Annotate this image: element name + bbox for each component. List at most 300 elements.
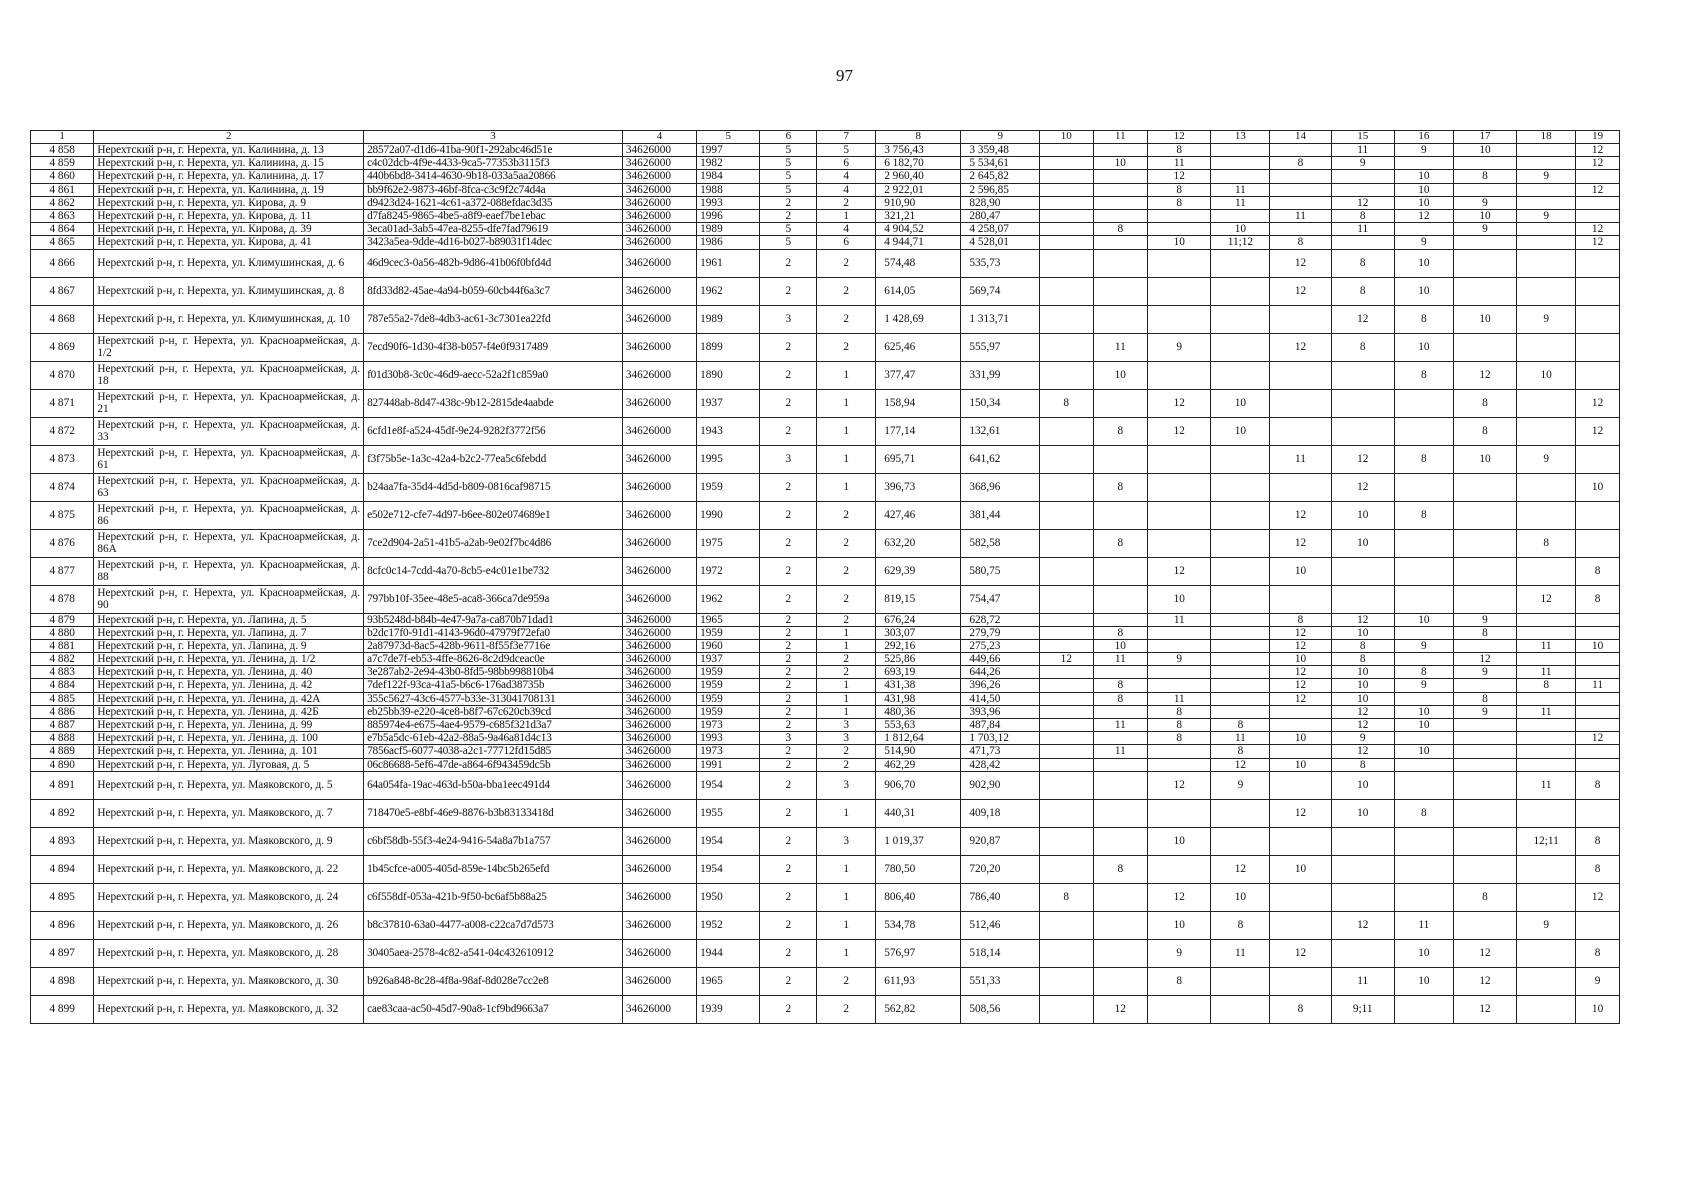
table-row bbox=[31, 501, 1620, 529]
table-cell-col-13 bbox=[1211, 157, 1270, 170]
table-cell-col-9: 331,99 bbox=[961, 361, 1040, 389]
table-cell-col-9: 580,75 bbox=[961, 557, 1040, 585]
table-cell-col-5: 1955 bbox=[697, 799, 760, 827]
table-cell-col-5: 1890 bbox=[697, 361, 760, 389]
table-cell-col-12 bbox=[1148, 995, 1211, 1023]
table-cell-col-8: 427,46 bbox=[876, 501, 961, 529]
table-cell-col-5: 1943 bbox=[697, 417, 760, 445]
table-cell-col-11 bbox=[1093, 771, 1148, 799]
table-cell-col-2: Нерехтский р-н, г. Нерехта, ул. Ленина, д. 99 bbox=[94, 719, 364, 732]
table-cell-col-15: 10 bbox=[1331, 771, 1394, 799]
table-cell-col-13 bbox=[1211, 501, 1270, 529]
table-cell-col-10 bbox=[1040, 417, 1094, 445]
table-cell-col-5: 1952 bbox=[697, 911, 760, 939]
table-cell-col-3: e7b5a5dc-61eb-42a2-88a5-9a46a81d4c13 bbox=[364, 732, 623, 745]
table-cell-col-8: 525,86 bbox=[876, 653, 961, 666]
table-cell-col-1: 4 858 bbox=[31, 144, 94, 157]
table-cell-col-6: 2 bbox=[760, 653, 817, 666]
table-cell-col-19: 8 bbox=[1576, 827, 1620, 855]
table-cell-col-13: 11 bbox=[1211, 939, 1270, 967]
table-cell-col-3: bb9f62e2-9873-46bf-8fca-c3c9f2c74d4a bbox=[364, 183, 623, 196]
table-cell-col-1: 4 879 bbox=[31, 613, 94, 626]
table-cell-col-2: Нерехтский р-н, г. Нерехта, ул. Красноармейская, д. 21 bbox=[94, 389, 364, 417]
table-cell-col-14 bbox=[1270, 183, 1331, 196]
table-cell-col-1: 4 873 bbox=[31, 445, 94, 473]
table-cell-col-19 bbox=[1576, 911, 1620, 939]
table-cell-col-1: 4 865 bbox=[31, 236, 94, 249]
table-cell-col-11 bbox=[1093, 236, 1148, 249]
table-cell-col-7: 1 bbox=[817, 361, 876, 389]
table-cell-col-8: 396,73 bbox=[876, 473, 961, 501]
table-cell-col-2: Нерехтский р-н, г. Нерехта, ул. Красноармейская, д. 90 bbox=[94, 585, 364, 613]
table-cell-col-13 bbox=[1211, 639, 1270, 652]
table-cell-col-6: 2 bbox=[760, 827, 817, 855]
table-cell-col-3: 7def122f-93ca-41a5-b6c6-176ad38735b bbox=[364, 679, 623, 692]
column-header-12: 12 bbox=[1148, 131, 1211, 144]
table-cell-col-14: 10 bbox=[1270, 557, 1331, 585]
table-cell-col-15: 10 bbox=[1331, 501, 1394, 529]
table-cell-col-14 bbox=[1270, 223, 1331, 236]
table-cell-col-18 bbox=[1517, 196, 1576, 209]
table-cell-col-3: b8c37810-63a0-4477-a008-c22ca7d7d573 bbox=[364, 911, 623, 939]
table-cell-col-10 bbox=[1040, 157, 1094, 170]
table-cell-col-5: 1937 bbox=[697, 389, 760, 417]
table-cell-col-11 bbox=[1093, 799, 1148, 827]
table-cell-col-18: 9 bbox=[1517, 170, 1576, 183]
table-cell-col-16: 10 bbox=[1394, 719, 1453, 732]
table-cell-col-2: Нерехтский р-н, г. Нерехта, ул. Калинина, д. 15 bbox=[94, 157, 364, 170]
table-cell-col-15: 12 bbox=[1331, 196, 1394, 209]
table-cell-col-7: 2 bbox=[817, 501, 876, 529]
table-cell-col-19: 8 bbox=[1576, 939, 1620, 967]
table-cell-col-1: 4 876 bbox=[31, 529, 94, 557]
table-cell-col-17 bbox=[1453, 236, 1516, 249]
table-cell-col-14: 12 bbox=[1270, 333, 1331, 361]
table-cell-col-3: cae83caa-ac50-45d7-90a8-1cf9bd9663a7 bbox=[364, 995, 623, 1023]
column-header-15: 15 bbox=[1331, 131, 1394, 144]
table-cell-col-9: 275,23 bbox=[961, 639, 1040, 652]
table-cell-col-12 bbox=[1148, 209, 1211, 222]
table-cell-col-12: 8 bbox=[1148, 705, 1211, 718]
table-cell-col-9: 1 703,12 bbox=[961, 732, 1040, 745]
table-cell-col-13 bbox=[1211, 209, 1270, 222]
table-cell-col-4: 34626000 bbox=[622, 557, 696, 585]
table-cell-col-16: 8 bbox=[1394, 799, 1453, 827]
table-cell-col-19 bbox=[1576, 445, 1620, 473]
table-cell-col-3: 06c86688-5ef6-47de-a864-6f943459dc5b bbox=[364, 758, 623, 771]
table-cell-col-19 bbox=[1576, 666, 1620, 679]
table-cell-col-2: Нерехтский р-н, г. Нерехта, ул. Кирова, д. 39 bbox=[94, 223, 364, 236]
table-cell-col-9: 508,56 bbox=[961, 995, 1040, 1023]
table-cell-col-1: 4 862 bbox=[31, 196, 94, 209]
table-cell-col-13: 10 bbox=[1211, 883, 1270, 911]
table-cell-col-4: 34626000 bbox=[622, 967, 696, 995]
table-cell-col-17 bbox=[1453, 557, 1516, 585]
table-cell-col-2: Нерехтский р-н, г. Нерехта, ул. Красноармейская, д. 86А bbox=[94, 529, 364, 557]
table-cell-col-12: 8 bbox=[1148, 144, 1211, 157]
table-cell-col-7: 2 bbox=[817, 333, 876, 361]
table-cell-col-11 bbox=[1093, 209, 1148, 222]
table-cell-col-19 bbox=[1576, 799, 1620, 827]
table-cell-col-6: 5 bbox=[760, 170, 817, 183]
table-cell-col-11: 8 bbox=[1093, 223, 1148, 236]
table-cell-col-10 bbox=[1040, 277, 1094, 305]
table-cell-col-12 bbox=[1148, 626, 1211, 639]
table-cell-col-16 bbox=[1394, 473, 1453, 501]
table-cell-col-4: 34626000 bbox=[622, 939, 696, 967]
table-cell-col-9: 518,14 bbox=[961, 939, 1040, 967]
table-cell-col-18 bbox=[1517, 389, 1576, 417]
table-cell-col-6: 2 bbox=[760, 196, 817, 209]
table-cell-col-11 bbox=[1093, 249, 1148, 277]
table-cell-col-11 bbox=[1093, 305, 1148, 333]
table-cell-col-9: 428,42 bbox=[961, 758, 1040, 771]
table-cell-col-9: 409,18 bbox=[961, 799, 1040, 827]
table-cell-col-5: 1993 bbox=[697, 196, 760, 209]
table-cell-col-11: 10 bbox=[1093, 639, 1148, 652]
table-cell-col-7: 2 bbox=[817, 666, 876, 679]
table-cell-col-12 bbox=[1148, 473, 1211, 501]
table-cell-col-11: 8 bbox=[1093, 473, 1148, 501]
table-row bbox=[31, 626, 1620, 639]
table-cell-col-10 bbox=[1040, 855, 1094, 883]
table-cell-col-13 bbox=[1211, 626, 1270, 639]
table-cell-col-1: 4 890 bbox=[31, 758, 94, 771]
table-cell-col-14: 8 bbox=[1270, 995, 1331, 1023]
table-cell-col-2: Нерехтский р-н, г. Нерехта, ул. Лапина, д. 9 bbox=[94, 639, 364, 652]
table-cell-col-16: 10 bbox=[1394, 196, 1453, 209]
table-cell-col-2: Нерехтский р-н, г. Нерехта, ул. Красноармейская, д. 88 bbox=[94, 557, 364, 585]
table-cell-col-7: 2 bbox=[817, 529, 876, 557]
table-cell-col-19 bbox=[1576, 170, 1620, 183]
column-header-4: 4 bbox=[622, 131, 696, 144]
table-cell-col-8: 3 756,43 bbox=[876, 144, 961, 157]
table-cell-col-4: 34626000 bbox=[622, 196, 696, 209]
table-cell-col-11: 8 bbox=[1093, 417, 1148, 445]
table-cell-col-4: 34626000 bbox=[622, 333, 696, 361]
table-cell-col-13: 8 bbox=[1211, 911, 1270, 939]
table-cell-col-6: 2 bbox=[760, 557, 817, 585]
table-cell-col-5: 1944 bbox=[697, 939, 760, 967]
table-cell-col-2: Нерехтский р-н, г. Нерехта, ул. Маяковского, д. 22 bbox=[94, 855, 364, 883]
table-cell-col-3: 440b6bd8-3414-4630-9b18-033a5aa20866 bbox=[364, 170, 623, 183]
table-cell-col-4: 34626000 bbox=[622, 771, 696, 799]
table-cell-col-3: b2dc17f0-91d1-4143-96d0-47979f72efa0 bbox=[364, 626, 623, 639]
table-cell-col-9: 4 528,01 bbox=[961, 236, 1040, 249]
table-cell-col-7: 2 bbox=[817, 653, 876, 666]
table-cell-col-19: 12 bbox=[1576, 157, 1620, 170]
table-cell-col-4: 34626000 bbox=[622, 277, 696, 305]
table-cell-col-17: 8 bbox=[1453, 389, 1516, 417]
table-cell-col-4: 34626000 bbox=[622, 732, 696, 745]
table-cell-col-12 bbox=[1148, 745, 1211, 758]
table-cell-col-10 bbox=[1040, 501, 1094, 529]
table-cell-col-16: 9 bbox=[1394, 236, 1453, 249]
table-cell-col-8: 158,94 bbox=[876, 389, 961, 417]
table-cell-col-5: 1975 bbox=[697, 529, 760, 557]
table-cell-col-10 bbox=[1040, 613, 1094, 626]
table-cell-col-12 bbox=[1148, 799, 1211, 827]
table-cell-col-13 bbox=[1211, 827, 1270, 855]
table-cell-col-5: 1982 bbox=[697, 157, 760, 170]
table-cell-col-14: 12 bbox=[1270, 501, 1331, 529]
table-cell-col-11 bbox=[1093, 666, 1148, 679]
table-cell-col-12 bbox=[1148, 639, 1211, 652]
table-cell-col-14 bbox=[1270, 361, 1331, 389]
table-cell-col-13 bbox=[1211, 613, 1270, 626]
table-row bbox=[31, 249, 1620, 277]
table-cell-col-16: 11 bbox=[1394, 911, 1453, 939]
table-cell-col-19 bbox=[1576, 613, 1620, 626]
table-cell-col-5: 1973 bbox=[697, 745, 760, 758]
table-cell-col-12 bbox=[1148, 529, 1211, 557]
table-cell-col-1: 4 881 bbox=[31, 639, 94, 652]
table-cell-col-18 bbox=[1517, 745, 1576, 758]
table-cell-col-11: 11 bbox=[1093, 745, 1148, 758]
table-cell-col-10 bbox=[1040, 209, 1094, 222]
table-cell-col-6: 2 bbox=[760, 855, 817, 883]
table-cell-col-4: 34626000 bbox=[622, 639, 696, 652]
table-cell-col-9: 150,34 bbox=[961, 389, 1040, 417]
table-cell-col-1: 4 884 bbox=[31, 679, 94, 692]
table-cell-col-2: Нерехтский р-н, г. Нерехта, ул. Луговая, д. 5 bbox=[94, 758, 364, 771]
table-cell-col-3: 7856acf5-6077-4038-a2c1-77712fd15d85 bbox=[364, 745, 623, 758]
table-cell-col-14 bbox=[1270, 196, 1331, 209]
table-cell-col-17 bbox=[1453, 639, 1516, 652]
table-cell-col-12: 8 bbox=[1148, 196, 1211, 209]
table-cell-col-8: 2 960,40 bbox=[876, 170, 961, 183]
table-cell-col-12 bbox=[1148, 223, 1211, 236]
table-cell-col-9: 5 534,61 bbox=[961, 157, 1040, 170]
table-cell-col-15 bbox=[1331, 361, 1394, 389]
table-cell-col-4: 34626000 bbox=[622, 445, 696, 473]
table-cell-col-7: 1 bbox=[817, 639, 876, 652]
table-cell-col-1: 4 885 bbox=[31, 692, 94, 705]
table-row bbox=[31, 183, 1620, 196]
table-cell-col-5: 1986 bbox=[697, 236, 760, 249]
table-cell-col-5: 1993 bbox=[697, 732, 760, 745]
table-cell-col-19: 12 bbox=[1576, 883, 1620, 911]
table-cell-col-18 bbox=[1517, 995, 1576, 1023]
table-cell-col-11 bbox=[1093, 183, 1148, 196]
table-cell-col-17: 10 bbox=[1453, 209, 1516, 222]
table-cell-col-1: 4 878 bbox=[31, 585, 94, 613]
table-cell-col-1: 4 859 bbox=[31, 157, 94, 170]
table-cell-col-8: 695,71 bbox=[876, 445, 961, 473]
table-cell-col-11 bbox=[1093, 144, 1148, 157]
table-cell-col-10 bbox=[1040, 705, 1094, 718]
table-cell-col-5: 1997 bbox=[697, 144, 760, 157]
table-cell-col-7: 3 bbox=[817, 732, 876, 745]
table-cell-col-2: Нерехтский р-н, г. Нерехта, ул. Лапина, д. 5 bbox=[94, 613, 364, 626]
table-cell-col-19: 12 bbox=[1576, 389, 1620, 417]
table-cell-col-10 bbox=[1040, 719, 1094, 732]
table-cell-col-16: 10 bbox=[1394, 705, 1453, 718]
table-cell-col-16 bbox=[1394, 883, 1453, 911]
table-cell-col-9: 471,73 bbox=[961, 745, 1040, 758]
table-cell-col-5: 1984 bbox=[697, 170, 760, 183]
table-cell-col-16 bbox=[1394, 995, 1453, 1023]
table-cell-col-19: 8 bbox=[1576, 855, 1620, 883]
table-cell-col-9: 569,74 bbox=[961, 277, 1040, 305]
table-cell-col-4: 34626000 bbox=[622, 692, 696, 705]
table-cell-col-7: 1 bbox=[817, 855, 876, 883]
table-cell-col-8: 1 812,64 bbox=[876, 732, 961, 745]
table-cell-col-15 bbox=[1331, 236, 1394, 249]
table-cell-col-13: 11;12 bbox=[1211, 236, 1270, 249]
table-cell-col-14 bbox=[1270, 417, 1331, 445]
table-row bbox=[31, 679, 1620, 692]
table-cell-col-2: Нерехтский р-н, г. Нерехта, ул. Маяковского, д. 30 bbox=[94, 967, 364, 995]
table-cell-col-1: 4 869 bbox=[31, 333, 94, 361]
table-cell-col-18 bbox=[1517, 883, 1576, 911]
table-cell-col-6: 2 bbox=[760, 417, 817, 445]
table-cell-col-13 bbox=[1211, 529, 1270, 557]
table-cell-col-14 bbox=[1270, 771, 1331, 799]
table-cell-col-15: 8 bbox=[1331, 653, 1394, 666]
table-cell-col-18 bbox=[1517, 939, 1576, 967]
table-cell-col-10 bbox=[1040, 771, 1094, 799]
table-cell-col-17: 12 bbox=[1453, 939, 1516, 967]
table-cell-col-13 bbox=[1211, 799, 1270, 827]
table-cell-col-1: 4 866 bbox=[31, 249, 94, 277]
table-cell-col-6: 2 bbox=[760, 967, 817, 995]
table-cell-col-1: 4 896 bbox=[31, 911, 94, 939]
table-cell-col-5: 1950 bbox=[697, 883, 760, 911]
table-cell-col-14: 12 bbox=[1270, 529, 1331, 557]
table-cell-col-1: 4 892 bbox=[31, 799, 94, 827]
table-cell-col-14: 8 bbox=[1270, 157, 1331, 170]
table-cell-col-3: a7c7de7f-eb53-4ffe-8626-8c2d9dceac0e bbox=[364, 653, 623, 666]
table-cell-col-3: 46d9cec3-0a56-482b-9d86-41b06f0bfd4d bbox=[364, 249, 623, 277]
table-cell-col-2: Нерехтский р-н, г. Нерехта, ул. Красноармейская, д. 18 bbox=[94, 361, 364, 389]
table-cell-col-16: 10 bbox=[1394, 967, 1453, 995]
table-cell-col-2: Нерехтский р-н, г. Нерехта, ул. Маяковского, д. 5 bbox=[94, 771, 364, 799]
table-cell-col-17: 12 bbox=[1453, 653, 1516, 666]
table-cell-col-9: 449,66 bbox=[961, 653, 1040, 666]
table-cell-col-8: 576,97 bbox=[876, 939, 961, 967]
table-cell-col-5: 1959 bbox=[697, 692, 760, 705]
table-cell-col-13: 11 bbox=[1211, 183, 1270, 196]
table-cell-col-1: 4 893 bbox=[31, 827, 94, 855]
table-cell-col-8: 574,48 bbox=[876, 249, 961, 277]
table-cell-col-18 bbox=[1517, 144, 1576, 157]
table-cell-col-15: 12 bbox=[1331, 911, 1394, 939]
column-header-3: 3 bbox=[364, 131, 623, 144]
table-cell-col-5: 1991 bbox=[697, 758, 760, 771]
table-cell-col-1: 4 868 bbox=[31, 305, 94, 333]
table-cell-col-6: 2 bbox=[760, 995, 817, 1023]
table-cell-col-16: 10 bbox=[1394, 170, 1453, 183]
table-cell-col-17 bbox=[1453, 911, 1516, 939]
table-cell-col-17: 8 bbox=[1453, 692, 1516, 705]
table-cell-col-19: 12 bbox=[1576, 417, 1620, 445]
table-cell-col-1: 4 863 bbox=[31, 209, 94, 222]
table-cell-col-2: Нерехтский р-н, г. Нерехта, ул. Кирова, д. 11 bbox=[94, 209, 364, 222]
table-cell-col-5: 1959 bbox=[697, 626, 760, 639]
table-row bbox=[31, 170, 1620, 183]
table-cell-col-18 bbox=[1517, 236, 1576, 249]
table-cell-col-7: 1 bbox=[817, 209, 876, 222]
table-cell-col-15: 9;11 bbox=[1331, 995, 1394, 1023]
table-cell-col-12 bbox=[1148, 855, 1211, 883]
table-cell-col-1: 4 874 bbox=[31, 473, 94, 501]
table-cell-col-1: 4 875 bbox=[31, 501, 94, 529]
table-cell-col-11 bbox=[1093, 277, 1148, 305]
table-cell-col-2: Нерехтский р-н, г. Нерехта, ул. Ленина, д. 42Б bbox=[94, 705, 364, 718]
column-header-7: 7 bbox=[817, 131, 876, 144]
table-cell-col-15 bbox=[1331, 389, 1394, 417]
column-header-14: 14 bbox=[1270, 131, 1331, 144]
table-cell-col-19 bbox=[1576, 705, 1620, 718]
table-cell-col-2: Нерехтский р-н, г. Нерехта, ул. Маяковского, д. 7 bbox=[94, 799, 364, 827]
table-cell-col-4: 34626000 bbox=[622, 679, 696, 692]
table-cell-col-9: 644,26 bbox=[961, 666, 1040, 679]
table-row bbox=[31, 613, 1620, 626]
table-cell-col-17 bbox=[1453, 719, 1516, 732]
table-cell-col-12 bbox=[1148, 249, 1211, 277]
table-cell-col-7: 2 bbox=[817, 557, 876, 585]
table-row bbox=[31, 196, 1620, 209]
table-cell-col-9: 280,47 bbox=[961, 209, 1040, 222]
table-cell-col-14 bbox=[1270, 827, 1331, 855]
column-header-17: 17 bbox=[1453, 131, 1516, 144]
table-cell-col-7: 1 bbox=[817, 679, 876, 692]
table-cell-col-2: Нерехтский р-н, г. Нерехта, ул. Красноармейская, д. 33 bbox=[94, 417, 364, 445]
table-cell-col-11 bbox=[1093, 501, 1148, 529]
table-cell-col-7: 2 bbox=[817, 277, 876, 305]
table-cell-col-2: Нерехтский р-н, г. Нерехта, ул. Климушинская, д. 8 bbox=[94, 277, 364, 305]
table-cell-col-18 bbox=[1517, 653, 1576, 666]
table-cell-col-19: 12 bbox=[1576, 144, 1620, 157]
table-cell-col-4: 34626000 bbox=[622, 223, 696, 236]
table-cell-col-1: 4 894 bbox=[31, 855, 94, 883]
table-cell-col-2: Нерехтский р-н, г. Нерехта, ул. Красноармейская, д. 61 bbox=[94, 445, 364, 473]
table-cell-col-2: Нерехтский р-н, г. Нерехта, ул. Красноармейская, д. 1/2 bbox=[94, 333, 364, 361]
table-cell-col-15: 11 bbox=[1331, 223, 1394, 236]
table-cell-col-3: c6f558df-053a-421b-9f50-bc6af5b88a25 bbox=[364, 883, 623, 911]
table-cell-col-3: b926a848-8c28-4f8a-98af-8d028e7cc2e8 bbox=[364, 967, 623, 995]
table-cell-col-13 bbox=[1211, 445, 1270, 473]
table-cell-col-10 bbox=[1040, 333, 1094, 361]
table-cell-col-1: 4 882 bbox=[31, 653, 94, 666]
table-cell-col-17: 8 bbox=[1453, 626, 1516, 639]
table-cell-col-12 bbox=[1148, 501, 1211, 529]
table-cell-col-19: 8 bbox=[1576, 585, 1620, 613]
table-cell-col-7: 2 bbox=[817, 967, 876, 995]
table-cell-col-16 bbox=[1394, 529, 1453, 557]
table-cell-col-8: 6 182,70 bbox=[876, 157, 961, 170]
table-row bbox=[31, 209, 1620, 222]
table-cell-col-6: 5 bbox=[760, 144, 817, 157]
table-cell-col-13 bbox=[1211, 473, 1270, 501]
table-cell-col-18: 11 bbox=[1517, 771, 1576, 799]
table-cell-col-9: 828,90 bbox=[961, 196, 1040, 209]
table-cell-col-17 bbox=[1453, 732, 1516, 745]
table-cell-col-9: 2 645,82 bbox=[961, 170, 1040, 183]
table-cell-col-15: 12 bbox=[1331, 305, 1394, 333]
table-cell-col-3: d7fa8245-9865-4be5-a8f9-eaef7be1ebac bbox=[364, 209, 623, 222]
table-cell-col-12 bbox=[1148, 679, 1211, 692]
table-cell-col-13: 12 bbox=[1211, 855, 1270, 883]
table-cell-col-11: 8 bbox=[1093, 692, 1148, 705]
table-cell-col-10 bbox=[1040, 557, 1094, 585]
table-cell-col-5: 1988 bbox=[697, 183, 760, 196]
table-cell-col-17 bbox=[1453, 529, 1516, 557]
table-row bbox=[31, 361, 1620, 389]
table-cell-col-6: 5 bbox=[760, 223, 817, 236]
table-cell-col-7: 3 bbox=[817, 827, 876, 855]
